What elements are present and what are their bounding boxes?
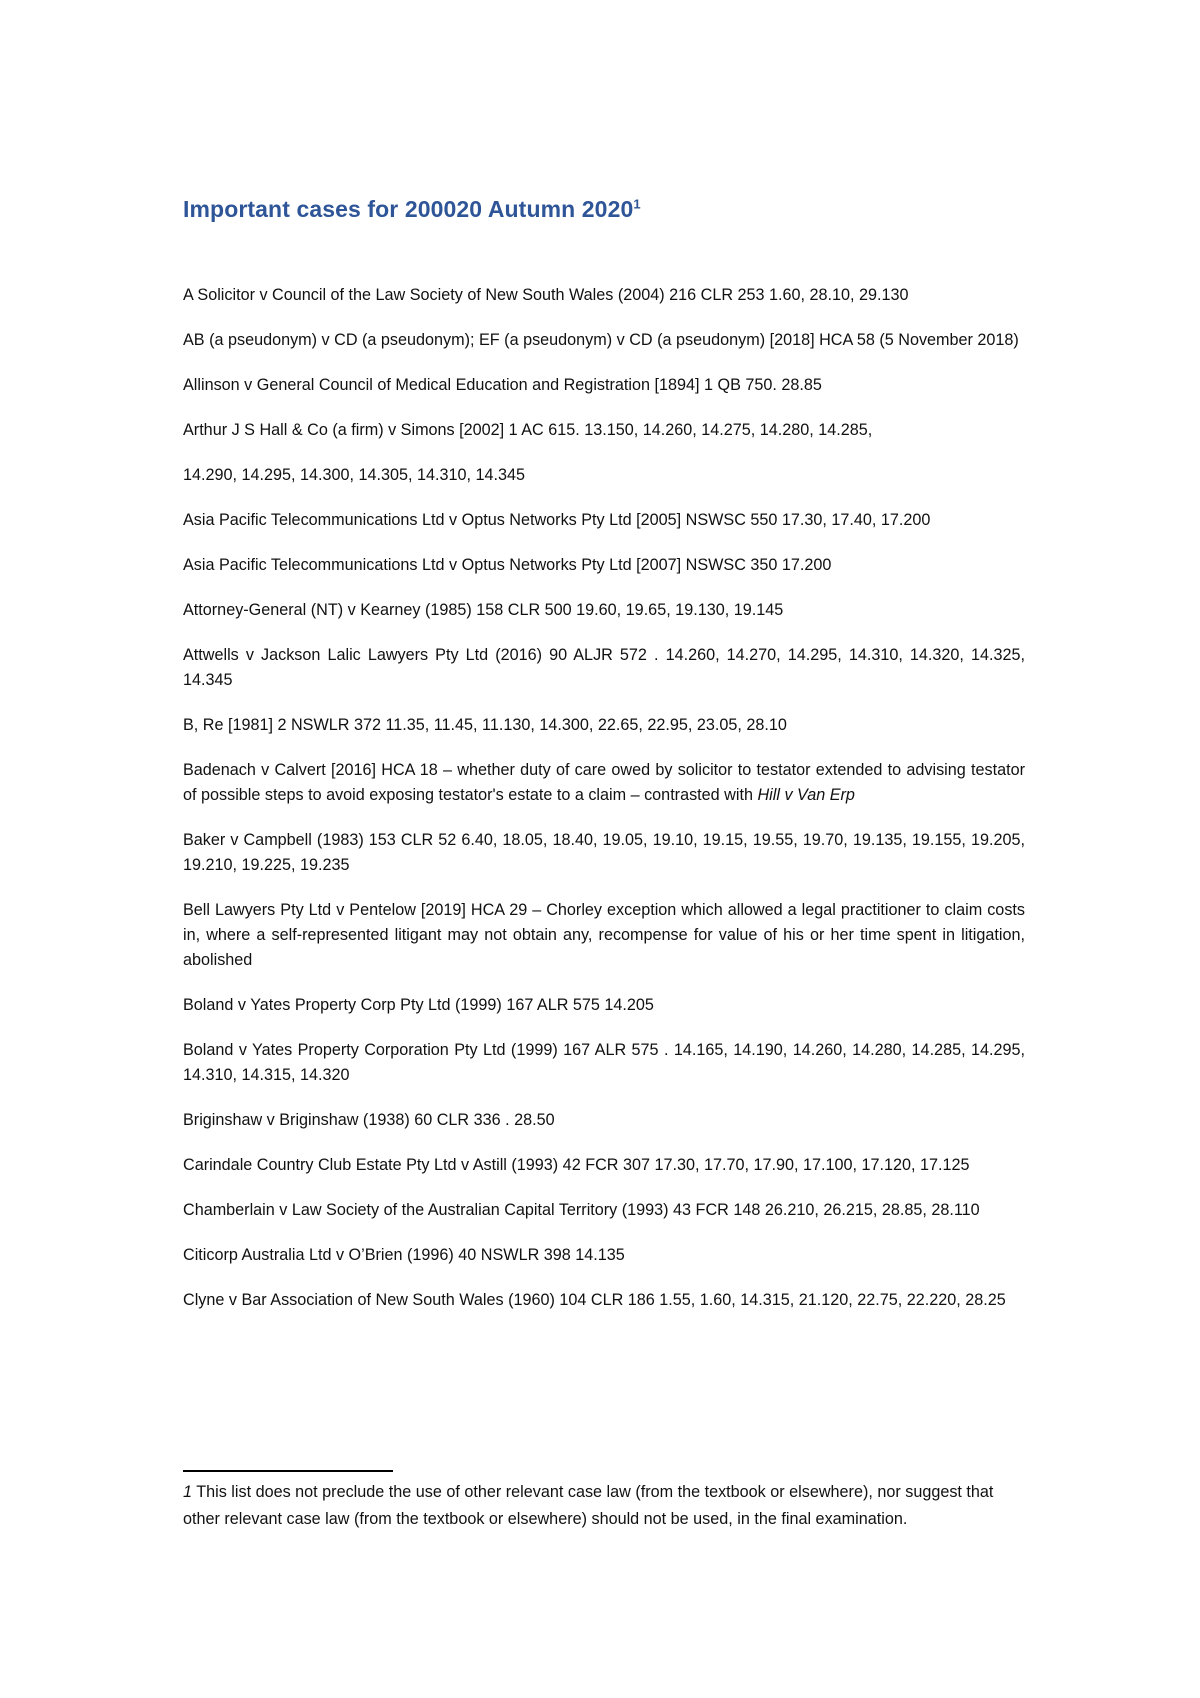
page-title: [183, 196, 641, 223]
case-entry: [183, 463, 1025, 488]
case-entry-text: Baker v Campbell (1983) 153 CLR 52 6.40, 18.05, 18.40, 19.05, 19.10, 19.15, 19.55, 19.70, 19.135, 19.155, 19.205, 19.210, 19.225, 19.235: [183, 831, 1025, 874]
title-text: Important cases for 200020 Autumn 2020: [183, 196, 634, 222]
case-entry-text: Boland v Yates Property Corporation Pty Ltd (1999) 167 ALR 575 . 14.165, 14.190, 14.260, 14.280, 14.285, 14.295, 14.310, 14.315, 14.320: [183, 1041, 1025, 1084]
case-entry-text: Arthur J S Hall & Co (a firm) v Simons [2002] 1 AC 615. 13.150, 14.260, 14.275, 14.280, 14.285,: [183, 421, 873, 439]
case-entry: [183, 283, 1025, 308]
footnote-text: This list does not preclude the use of other relevant case law (from the textbook or elsewhere), nor suggest that other relevant case law (from the textbook or elsewhere) should not be used, in the final examination.: [183, 1483, 994, 1528]
case-entry-text: A Solicitor v Council of the Law Society of New South Wales (2004) 216 CLR 253 1.60, 28.10, 29.130: [183, 286, 909, 304]
case-entry: [183, 1243, 1025, 1268]
title-footnote-ref: 1: [633, 196, 641, 212]
case-entry: [183, 1288, 1025, 1313]
case-entry-text: Allinson v General Council of Medical Education and Registration [1894] 1 QB 750. 28.85: [183, 376, 822, 394]
footnote-number: 1: [183, 1483, 193, 1501]
case-entry-text: Chamberlain v Law Society of the Australian Capital Territory (1993) 43 FCR 148 26.210, 26.215, 28.85, 28.110: [183, 1201, 980, 1219]
case-entry-text: Asia Pacific Telecommunications Ltd v Optus Networks Pty Ltd [2007] NSWSC 350 17.200: [183, 556, 832, 574]
case-entry: [183, 373, 1025, 398]
case-entry: [183, 828, 1025, 878]
case-entry: [183, 328, 1025, 353]
case-entry-text: 14.290, 14.295, 14.300, 14.305, 14.310, 14.345: [183, 466, 526, 484]
case-entry-text: Attorney-General (NT) v Kearney (1985) 158 CLR 500 19.60, 19.65, 19.130, 19.145: [183, 601, 784, 619]
case-entry-text: Clyne v Bar Association of New South Wales (1960) 104 CLR 186 1.55, 1.60, 14.315, 21.120, 22.75, 22.220, 28.25: [183, 1291, 1006, 1309]
case-entry-text: Citicorp Australia Ltd v O’Brien (1996) 40 NSWLR 398 14.135: [183, 1246, 625, 1264]
case-entry: [183, 713, 1025, 738]
case-entry-text: Attwells v Jackson Lalic Lawyers Pty Ltd (2016) 90 ALJR 572 . 14.260, 14.270, 14.295, 14.310, 14.320, 14.325, 14.345: [183, 646, 1025, 689]
case-entry: [183, 1108, 1025, 1133]
case-entry-text: Badenach v Calvert [2016] HCA 18 – whether duty of care owed by solicitor to testator extended to advising testator of possible steps to avoid exposing testator's estate to a claim – contrasted with: [183, 761, 1025, 804]
case-entry: [183, 993, 1025, 1018]
case-entry: [183, 1038, 1025, 1088]
footnote: [183, 1479, 1025, 1533]
case-entry: [183, 553, 1025, 578]
case-entry: [183, 598, 1025, 623]
case-entry-text: Briginshaw v Briginshaw (1938) 60 CLR 336 . 28.50: [183, 1111, 555, 1129]
case-list: [183, 283, 1025, 1333]
case-entry: [183, 418, 1025, 443]
footnote-divider: [183, 1470, 393, 1472]
case-entry-italic: Hill v Van Erp: [757, 786, 855, 804]
case-entry-text: Asia Pacific Telecommunications Ltd v Optus Networks Pty Ltd [2005] NSWSC 550 17.30, 17.40, 17.200: [183, 511, 931, 529]
case-entry-text: AB (a pseudonym) v CD (a pseudonym); EF (a pseudonym) v CD (a pseudonym) [2018] HCA 58 (5 November 2018): [183, 331, 1019, 349]
case-entry-text: Bell Lawyers Pty Ltd v Pentelow [2019] HCA 29 – Chorley exception which allowed a legal practitioner to claim costs in, where a self-represented litigant may not obtain any, recompense for value of his or her time spent in litigation, abolished: [183, 901, 1025, 969]
case-entry: [183, 643, 1025, 693]
case-entry: [183, 758, 1025, 808]
case-entry: [183, 508, 1025, 533]
case-entry: [183, 1198, 1025, 1223]
case-entry-text: Carindale Country Club Estate Pty Ltd v Astill (1993) 42 FCR 307 17.30, 17.70, 17.90, 17.100, 17.120, 17.125: [183, 1156, 970, 1174]
case-entry-text: B, Re [1981] 2 NSWLR 372 11.35, 11.45, 11.130, 14.300, 22.65, 22.95, 23.05, 28.10: [183, 716, 787, 734]
case-entry: [183, 898, 1025, 973]
case-entry-text: Boland v Yates Property Corp Pty Ltd (1999) 167 ALR 575 14.205: [183, 996, 654, 1014]
case-entry: [183, 1153, 1025, 1178]
